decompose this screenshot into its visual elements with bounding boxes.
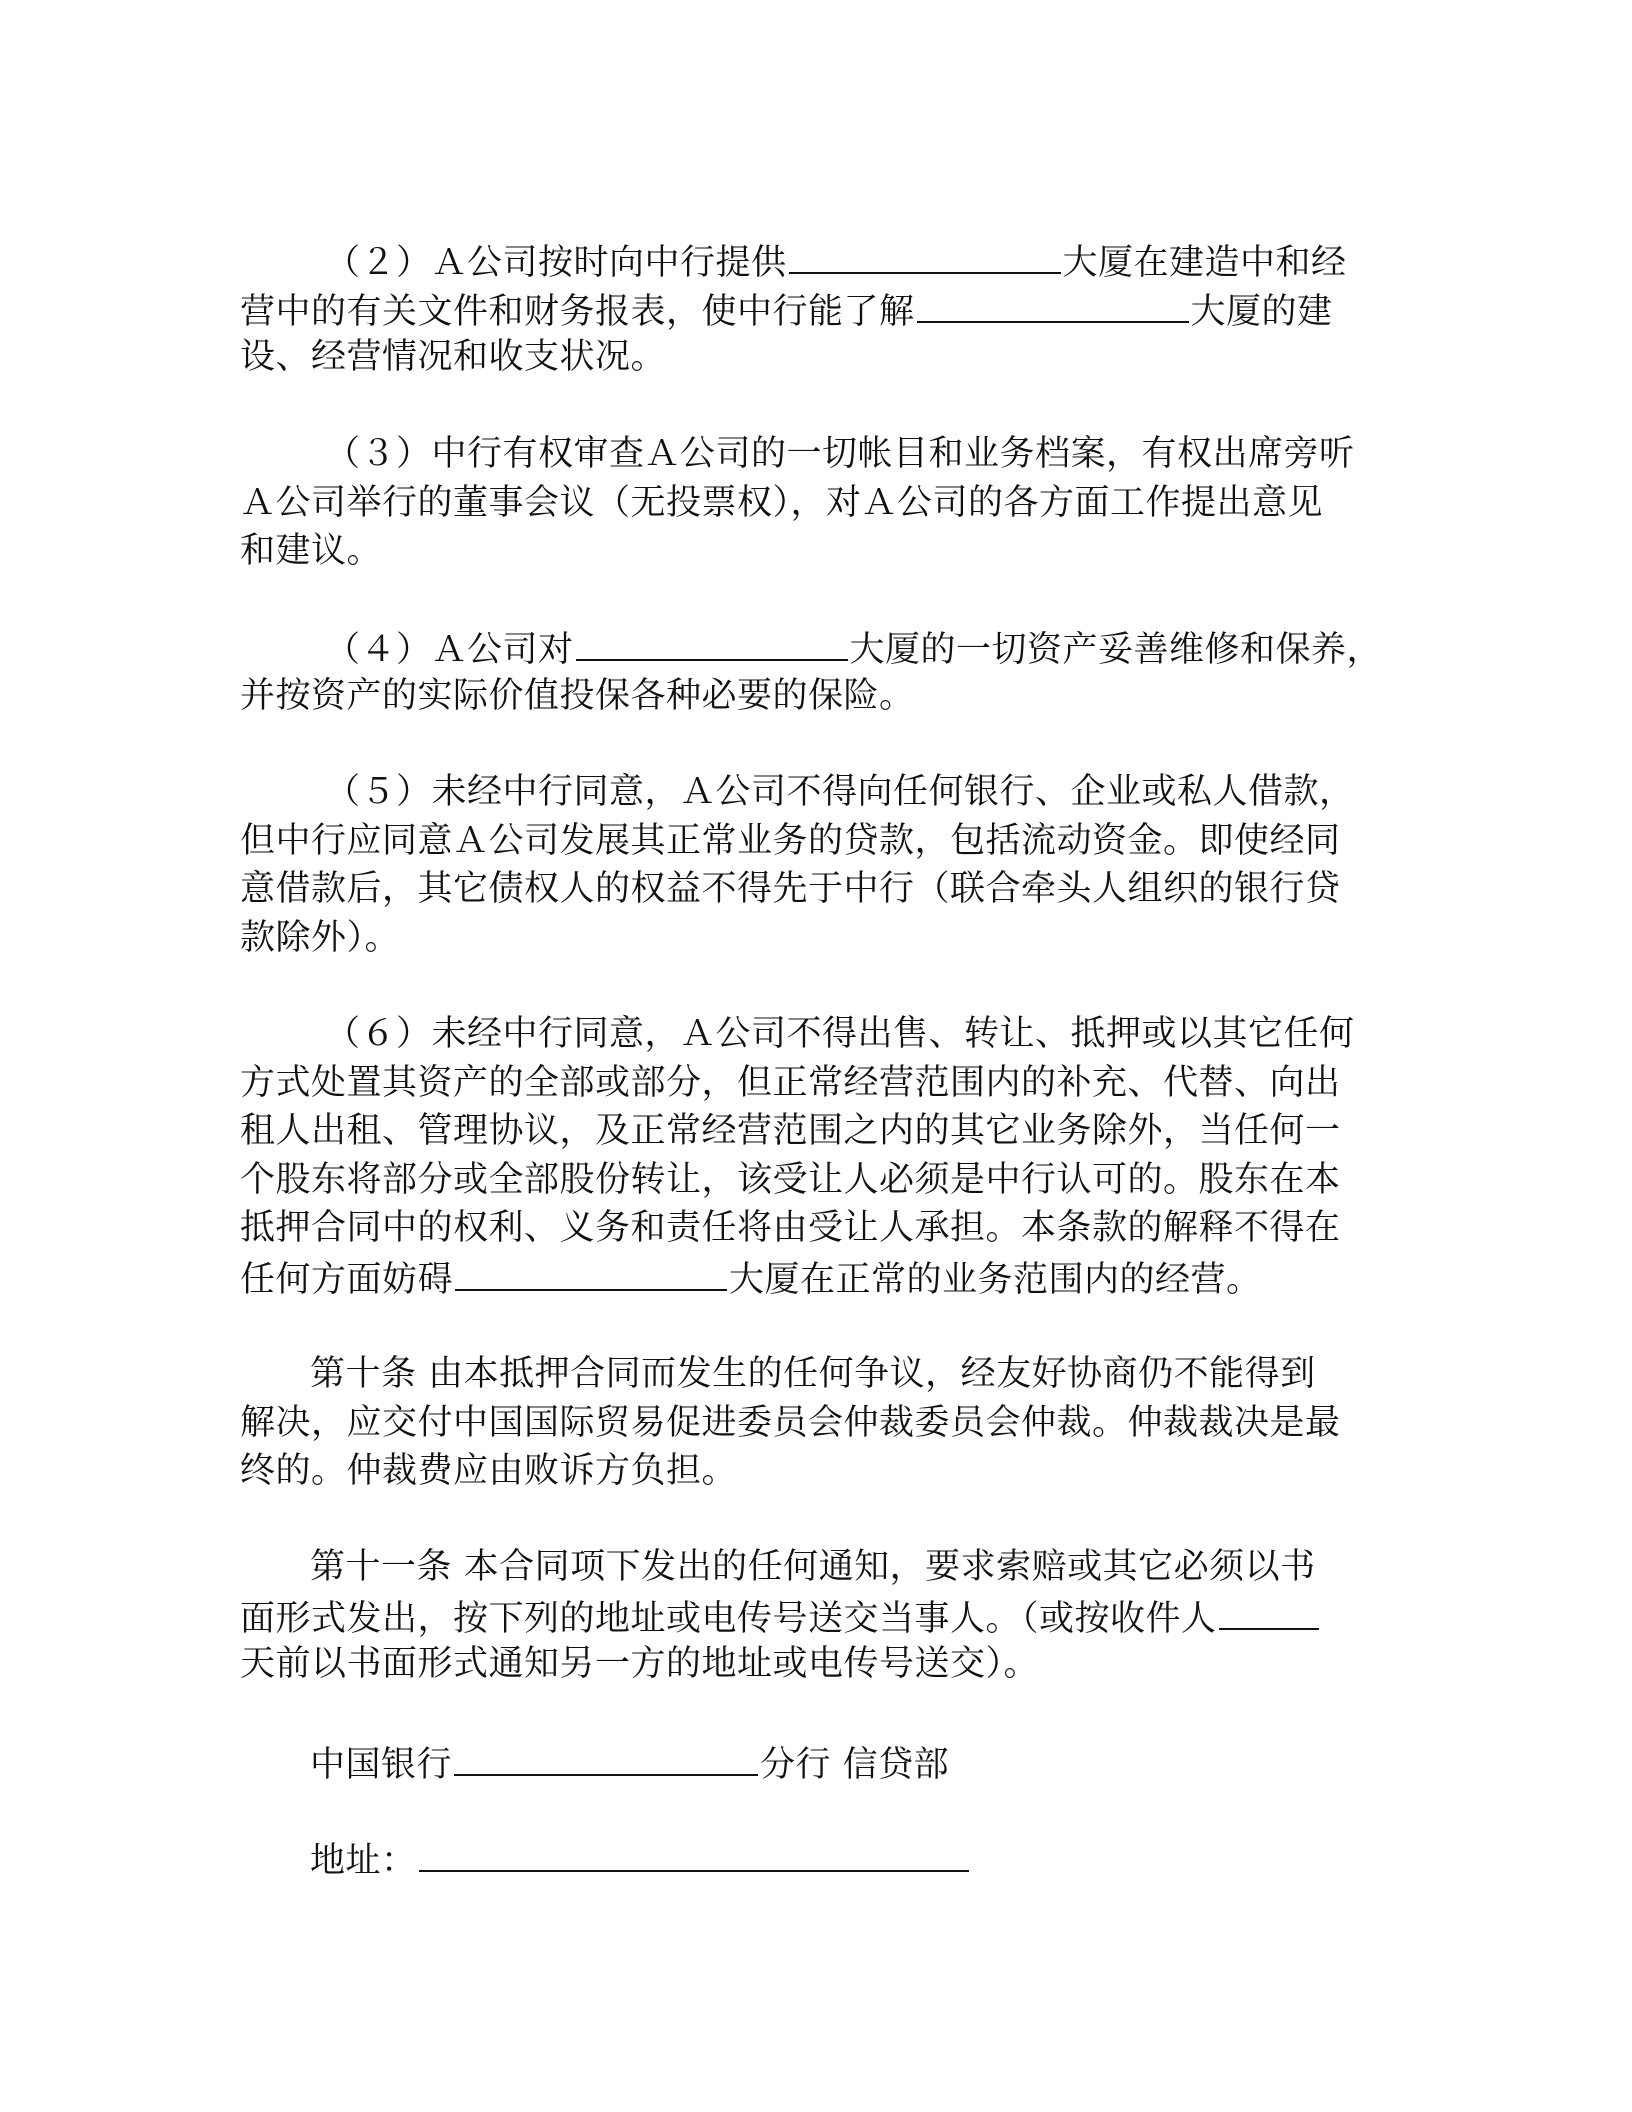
clause-4-line-1 bbox=[240, 623, 1383, 672]
clause-5 bbox=[240, 768, 1380, 962]
clause-3-line-1 bbox=[240, 430, 1380, 479]
clause-4-line-2: 并按资产的实际价值投保各种必要的保险。 bbox=[240, 675, 915, 716]
bank-name-label: 中国银行 bbox=[310, 1745, 453, 1785]
clause-6 bbox=[240, 1010, 1380, 1301]
clause-3-text-a: （３）中行有权审查Ａ公司的一切帐目和业务档案，有权出席旁听 bbox=[325, 434, 1355, 474]
clause-2-line-3: 设、经营情况和收支状况。 bbox=[240, 337, 667, 377]
article-10-line-1 bbox=[240, 1350, 1380, 1399]
clause-5-line-3: 意借款后，其它债权人的权益不得先于中行（联合牵头人组织的银行贷 bbox=[240, 869, 1341, 909]
clause-4 bbox=[240, 623, 1383, 720]
clause-3-line-2: Ａ公司举行的董事会议（无投票权），对Ａ公司的各方面工作提出意见 bbox=[240, 482, 1324, 523]
fill-blank-building-name[interactable] bbox=[917, 285, 1189, 323]
clause-5-line-1 bbox=[240, 768, 1380, 817]
article-11-line-1 bbox=[240, 1543, 1380, 1592]
clause-3 bbox=[240, 430, 1380, 576]
clause-6-text-c: 大厦在正常的业务范围内的经营。 bbox=[729, 1259, 1262, 1300]
clause-6-line-1 bbox=[240, 1010, 1380, 1059]
clause-5-text-a: （５）未经中行同意，Ａ公司不得向任何银行、企业或私人借款， bbox=[325, 772, 1355, 812]
article-11-line-3: 天前以书面形式通知另一方的地址或电传号送交）。 bbox=[240, 1644, 1040, 1684]
signature-bank bbox=[240, 1738, 1380, 1787]
signature-bank-line bbox=[240, 1738, 1380, 1787]
clause-6-line-3: 租人出租、管理协议，及正常经营范围之内的其它业务除外，当任何一 bbox=[240, 1111, 1341, 1151]
clause-6-text-b: 任何方面妨碍 bbox=[240, 1259, 454, 1300]
signature-address bbox=[240, 1834, 1380, 1883]
clause-2-text-d: 大厦的建 bbox=[1190, 291, 1333, 332]
article-10-line-3: 终的。仲裁费应由败诉方负担。 bbox=[240, 1451, 738, 1491]
clause-6-line-5: 抵押合同中的权利、义务和责任将由受让人承担。本条款的解释不得在 bbox=[240, 1208, 1341, 1248]
clause-2-line-2 bbox=[240, 285, 1380, 334]
article-10-line-2: 解决，应交付中国国际贸易促进委员会仲裁委员会仲裁。仲裁裁决是最 bbox=[240, 1402, 1341, 1443]
article-10 bbox=[240, 1350, 1380, 1496]
article-11 bbox=[240, 1543, 1380, 1689]
fill-blank-address[interactable] bbox=[419, 1834, 969, 1872]
clause-4-text-b: 大厦的一切资产妥善维修和保养， bbox=[849, 630, 1383, 670]
signature-address-line bbox=[240, 1834, 1380, 1883]
clause-3-line-3: 和建议。 bbox=[240, 531, 383, 571]
clause-5-line-2: 但中行应同意Ａ公司发展其正常业务的贷款，包括流动资金。即使经同 bbox=[240, 820, 1341, 861]
fill-blank-building-name[interactable] bbox=[789, 236, 1061, 274]
clause-6-text-a: （６）未经中行同意，Ａ公司不得出售、转让、抵押或以其它任何 bbox=[325, 1014, 1355, 1054]
clause-6-line-6 bbox=[240, 1253, 1380, 1302]
fill-blank-building-name[interactable] bbox=[576, 623, 848, 661]
fill-blank-building-name[interactable] bbox=[455, 1253, 727, 1291]
clause-2-text-c: 营中的有关文件和财务报表，使中行能了解 bbox=[240, 291, 915, 332]
bank-department-label: 分行 信贷部 bbox=[760, 1745, 950, 1785]
clause-5-line-4: 款除外）。 bbox=[240, 917, 401, 958]
clause-2-text-b: 大厦在建造中和经 bbox=[1062, 243, 1347, 283]
clause-4-text-a: （４）Ａ公司对 bbox=[325, 630, 574, 670]
article-10-text-a: 第十条 由本抵押合同而发生的任何争议，经友好协商仍不能得到 bbox=[310, 1354, 1316, 1394]
fill-blank-branch-name[interactable] bbox=[454, 1738, 758, 1776]
article-11-line-2 bbox=[240, 1592, 1380, 1641]
clause-2-text-a: （２）Ａ公司按时向中行提供 bbox=[325, 243, 787, 283]
article-11-text-b: 面形式发出，按下列的地址或电传号送交当事人。（或按收件人 bbox=[240, 1598, 1217, 1639]
address-label: 地址： bbox=[310, 1841, 417, 1881]
clause-6-line-4: 个股东将部分或全部股份转让，该受让人必须是中行认可的。股东在本 bbox=[240, 1159, 1341, 1200]
fill-blank-days[interactable] bbox=[1219, 1592, 1319, 1630]
clause-6-line-2: 方式处置其资产的全部或部分，但正常经营范围内的补充、代替、向出 bbox=[240, 1062, 1341, 1103]
clause-2-line-1 bbox=[240, 236, 1380, 285]
clause-2 bbox=[240, 236, 1380, 382]
article-11-text-a: 第十一条 本合同项下发出的任何通知，要求索赔或其它必须以书 bbox=[310, 1547, 1316, 1587]
